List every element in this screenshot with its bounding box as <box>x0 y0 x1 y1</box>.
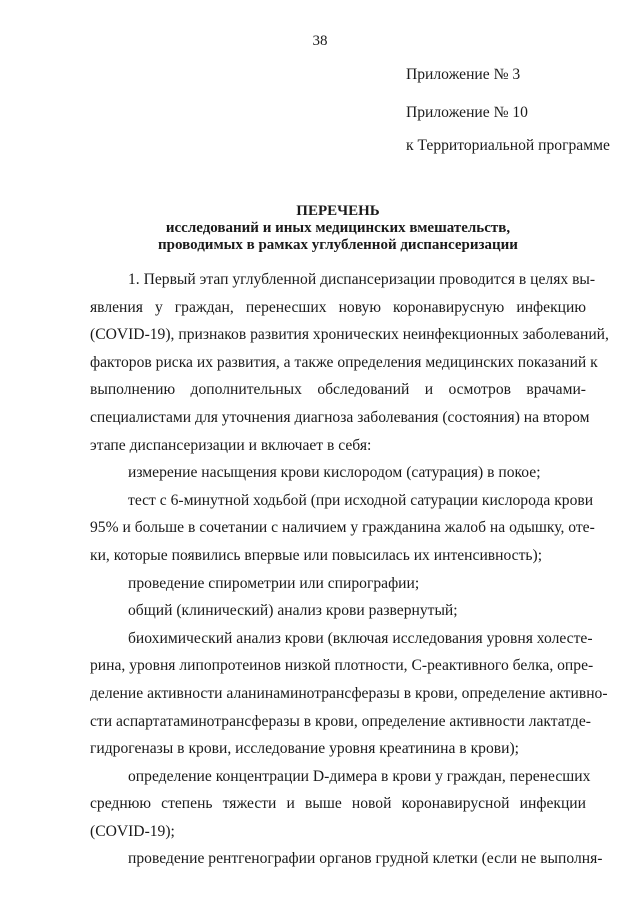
body-text-line: факторов риска их развития, а также определения медицинских показаний к <box>90 353 598 371</box>
document-title <box>90 203 586 254</box>
body-text-line: ки, которые появились впервые или повысилась их интенсивность); <box>90 546 543 564</box>
page-number: 38 <box>312 33 328 49</box>
appendix-line-3: к Территориальной программе <box>406 137 610 154</box>
body-text-line: деление активности аланинаминотрансферазы в крови, определение активно- <box>90 684 608 702</box>
body-text-line: этапе диспансеризации и включает в себя: <box>90 436 372 454</box>
body-text-line: среднюю степень тяжести и выше новой коронавирусной инфекции <box>90 795 586 813</box>
appendix-line-1: Приложение № 3 <box>406 66 521 83</box>
body-text-line: измерение насыщения крови кислородом (сатурация) в покое; <box>128 464 541 482</box>
body-text-line: гидрогеназы в крови, исследование уровня креатинина в крови); <box>90 740 519 758</box>
title-subtitle-2: проводимых в рамках углубленной диспансеризации <box>158 237 518 253</box>
document-body <box>90 266 609 873</box>
appendix-line-2: Приложение № 10 <box>406 104 528 121</box>
body-text-line: явления у граждан, перенесших новую коронавирусную инфекцию <box>90 298 586 316</box>
title-subtitle-1: исследований и иных медицинских вмешательств, <box>165 220 511 236</box>
body-text-line: определение концентрации D-димера в крови у граждан, перенесших <box>128 767 591 785</box>
body-text-line: 95% и больше в сочетании с наличием у гражданина жалоб на одышку, оте- <box>90 519 595 537</box>
body-text-line: проведение рентгенографии органов грудной клетки (если не выполня- <box>128 850 603 868</box>
body-text-line: (COVID-19), признаков развития хронических неинфекционных заболеваний, <box>90 326 609 344</box>
body-text-line: 1. Первый этап углубленной диспансеризации проводится в целях вы- <box>128 271 596 288</box>
body-text-line: рина, уровня липопротеинов низкой плотности, С-реактивного белка, опре- <box>90 657 594 675</box>
body-text-line: выполнению дополнительных обследований и осмотров врачами- <box>90 381 586 399</box>
title-heading: ПЕРЕЧЕНЬ <box>296 203 380 219</box>
body-text-line: специалистами для уточнения диагноза заболевания (состояния) на втором <box>90 408 590 426</box>
body-text-line: биохимический анализ крови (включая исследования уровня холесте- <box>128 629 593 647</box>
body-text-line: сти аспартатаминотрансферазы в крови, определение активности лактатде- <box>90 712 591 730</box>
body-text-line: (COVID-19); <box>90 822 175 840</box>
body-text-line: общий (клинический) анализ крови развернутый; <box>128 602 458 620</box>
body-text-line: проведение спирометрии или спирографии; <box>128 574 420 592</box>
body-text-line: тест с 6-минутной ходьбой (при исходной сатурации кислорода крови <box>128 491 594 509</box>
